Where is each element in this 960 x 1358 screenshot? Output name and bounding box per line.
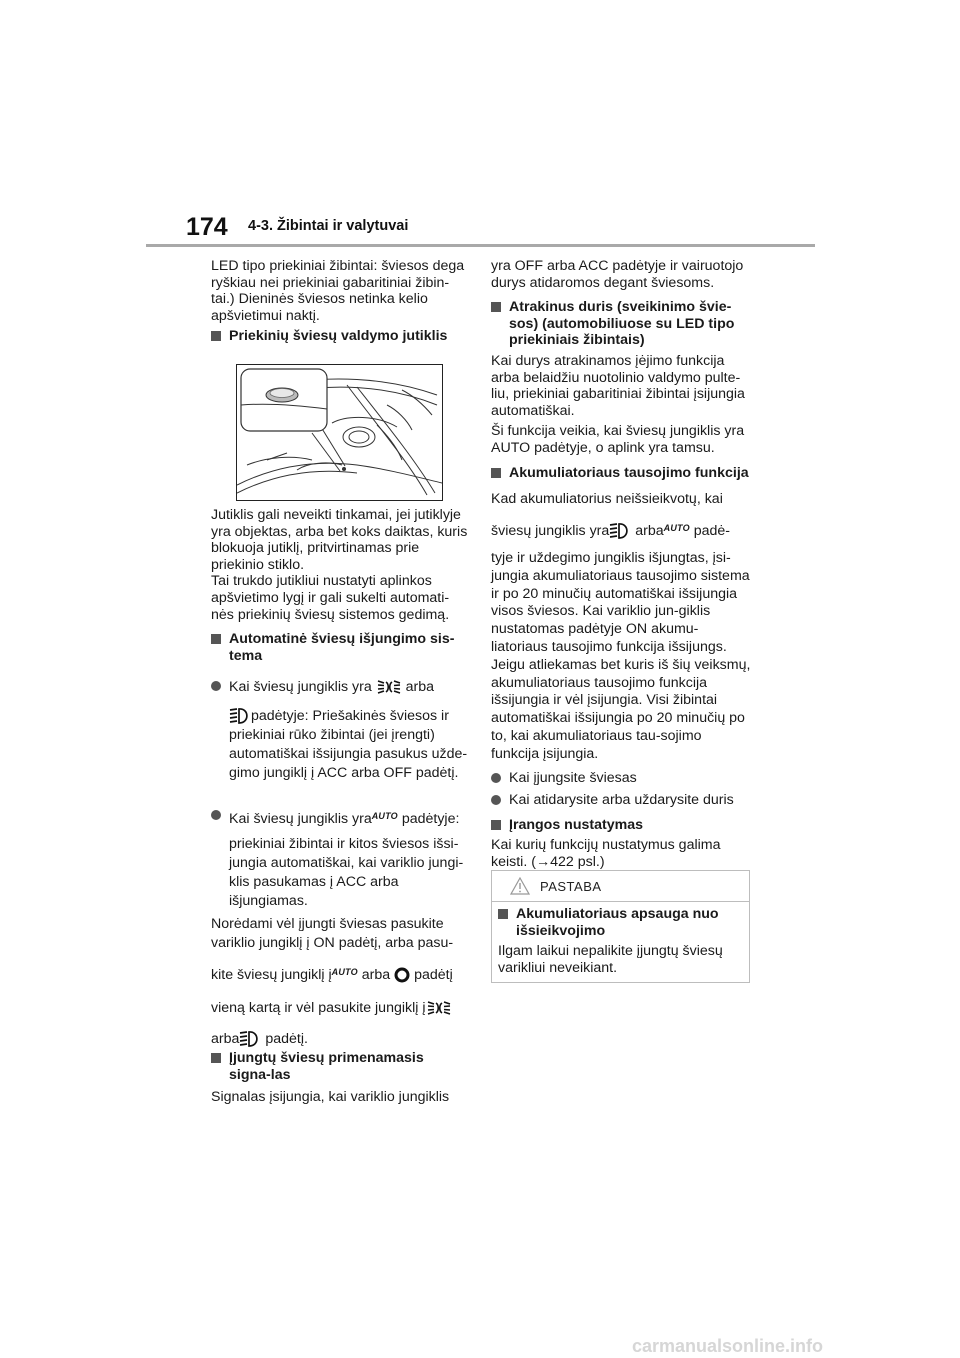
square-bullet-icon <box>211 1053 221 1063</box>
note-body: Ilgam laikui nepalikite įjungtų šviesų varikliui neveikiant. <box>498 943 723 976</box>
footer-watermark: carmanualsonline.info <box>632 1336 824 1356</box>
square-bullet-icon <box>491 468 501 478</box>
paragraph: LED tipo priekiniai žibintai: šviesos dega ryškiau nei priekiniai gabaritiniai žibin-tai.) Dieninės šviesos netinka kelio apšvietimui naktį. <box>211 258 465 324</box>
paragraph: Kai durys atrakinamos įėjimo funkcija arba belaidžiu nuotolinio valdymo pulte-liu, priekiniai gabaritiniai žibintai įsijungia automatiškai. <box>491 352 745 419</box>
left-column <box>211 258 469 349</box>
round-bullet-icon <box>491 795 501 805</box>
round-bullet-icon <box>491 773 501 783</box>
sensor-figure <box>236 364 443 501</box>
paragraph: Signalas įsijungia, kai variklio jungiklis <box>211 1089 450 1106</box>
heading-settings: Įrangos nustatymas <box>491 817 753 834</box>
auto-icon: AUTO <box>331 967 358 977</box>
square-bullet-icon <box>211 331 221 341</box>
list-item: Kai šviesų jungiklis yra$^{AUTO}$ padėtyje: <box>211 807 469 829</box>
note-title-bar <box>492 871 749 902</box>
bullet-1: Kai šviesų jungiklis yra arba padėtyje: Priešakinės šviesos ir priekiniai rūko žibintai (jei įrengti) automatiškai išsijungia pasukus užde-gimo jungiklį į ACC arba OFF padėtį. <box>211 678 469 787</box>
heading-battery: Akumuliatoriaus tausojimo funkcija <box>491 465 753 482</box>
page-number: 174 <box>186 213 228 241</box>
left-column-3 <box>211 1050 469 1110</box>
paragraph: Tai trukdo jutikliui nustatyti aplinkos apšvietimo lygį ir gali sukelti automati-nės priekinių šviesų sistemos gedimą. <box>211 573 450 623</box>
paragraph: yra OFF arba ACC padėtyje ir vairuotojo durys atidaromos degant šviesoms. <box>491 258 744 291</box>
round-bullet-icon <box>211 681 221 691</box>
left-column-2 <box>211 507 469 668</box>
paragraph: arba padėtį. <box>211 1031 308 1047</box>
note-title: PASTABA <box>540 879 602 894</box>
windshield-sensor-illustration <box>237 365 442 500</box>
note-heading: Akumuliatoriaus apsauga nuo išsieikvojimo <box>498 906 744 939</box>
square-bullet-icon <box>211 634 221 644</box>
square-bullet-icon <box>498 909 508 919</box>
tail-light-icon <box>376 679 402 695</box>
headlight-icon <box>239 1030 261 1048</box>
square-bullet-icon <box>491 820 501 830</box>
warning-triangle-icon <box>510 877 530 895</box>
paragraph: tyje ir uždegimo jungiklis išjungtas, įsi-jungia akumuliatoriaus tausojimo sistema ir po 20 minučių automatiškai išsijungia visos šviesos. Kai variklio jun-giklis nustatomas padėtyje ON akumu-liatoriaus tausojimo funkcija išsijungs. Jeigu atliekamas bet kuris iš šių veiksmų, akumuliatoriaus tausojimo funkcija išsijungia ir vėl įsijungia. Visi žibintai automatiškai išsijungia po 20 minučių po to, kai akumuliatoriaus tau-sojimo funkcija įsijungia. <box>491 549 751 762</box>
list-item: Kai atidarysite arba uždarysite duris <box>491 792 753 809</box>
heading-sensor: Priekinių šviesų valdymo jutiklis <box>211 328 469 345</box>
paragraph: Kad akumuliatorius neišsieikvotų, kai <box>491 491 723 508</box>
round-bullet-icon <box>211 810 221 820</box>
tail-light-icon <box>426 1000 452 1016</box>
list-item: Kai įjungsite šviesas <box>491 770 753 787</box>
paragraph: šviesų jungiklis yra arba$^{AUTO}$ padė- <box>491 522 731 539</box>
bullet-2: Kai šviesų jungiklis yra$^{AUTO}$ padėtyje: priekiniai žibintai ir kitos šviesos išsi-jungia automatiškai, kai variklio jungi-klis pasukamas į ACC arba išjungiamas. Norėdami vėl įjungti šviesas pasukite variklio jungiklį į ON padėtį, arba pasu- kite šviesų jungiklį $į^{AUTO}$ arba padėtį vieną kartą ir vėl pasukite jungiklį į arba padėtį. <box>211 807 469 1059</box>
heading-welcome: Atrakinus duris (sveikinimo švie-sos) (automobiliuose su LED tipo priekiniais žibintais) <box>491 299 753 349</box>
heading-reminder: Įjungtų šviesų primenamasis signa-las <box>211 1050 469 1083</box>
paragraph: Norėdami vėl įjungti šviesas pasukite variklio jungiklį į ON padėtį, arba pasu- <box>211 916 454 951</box>
headlight-icon <box>609 522 631 540</box>
note-box <box>491 870 750 983</box>
page-reference-link[interactable]: 422 psl.) <box>550 853 605 870</box>
paragraph: Ši funkcija veikia, kai šviesų jungiklis yra AUTO padėtyje, o aplink yra tamsu. <box>491 423 745 456</box>
right-column <box>491 258 753 875</box>
header-rule <box>146 244 815 247</box>
auto-icon: AUTO <box>663 522 690 533</box>
paragraph: vieną kartą ir vėl pasukite jungiklį į <box>211 999 469 1018</box>
square-bullet-icon <box>491 302 501 312</box>
list-item: Kai šviesų jungiklis yra arba <box>211 678 469 697</box>
paragraph: Jutiklis gali neveikti tinkamai, jei jutiklyje yra objektas, arba bet koks daiktas, kuris blokuoja jutiklį, pritvirtinamas prie priekinio stiklo. <box>211 507 468 573</box>
section-title: 4-3. Žibintai ir valytuvai <box>248 218 409 234</box>
heading-auto-off: Automatinė šviesų išjungimo sis-tema <box>211 631 469 664</box>
off-icon <box>394 967 410 983</box>
paragraph: kite šviesų jungiklį $į^{AUTO}$ arba padėtį <box>211 967 453 983</box>
auto-icon: AUTO <box>371 811 398 821</box>
headlight-icon <box>229 707 251 725</box>
paragraph: Kai kurių funkcijų nustatymus galima keisti. (→422 psl.) <box>491 837 721 870</box>
